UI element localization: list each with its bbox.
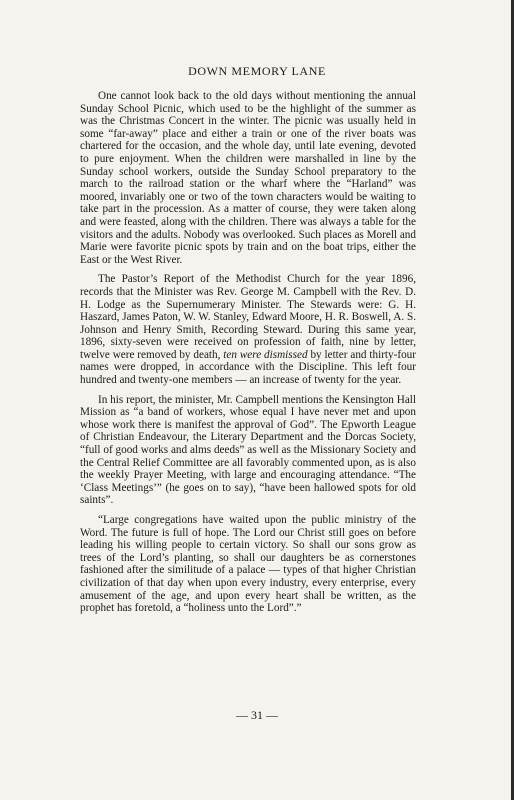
paragraph-picnic: One cannot look back to the old days without mentioning the annual Sunday School Picnic, which used to be the highlight of the summer as was the Christmas Concert in the winter. The picnic was usually held in some “far-away” place and either a train or one of the river boats was chartered for the occasion, and the whole day, until late evening, devoted to pure enjoyment. When the children were marshalled in line by the Sunday school workers, outside the Sunday School preparatory to the march to the railroad station or the wharf where the “Harland” was moored, invariably one or two of the town characters would be waiting to take part in the procession. As a matter of course, they were taken along and were feasted, along with the children. There was always a table for the visitors and the adults. Nobody was overlooked. Such places as Morell and Marie were favorite picnic spots by train and on the boat trips, either the East or the West River. (80, 90, 416, 266)
running-title: DOWN MEMORY LANE (188, 64, 326, 78)
paragraph-pastors-report (80, 273, 416, 386)
paragraph-pastors-report-part2: by letter and thirty-four names were dropped, in accordance with the Discipline. This left four hundred and twenty-one members — an increase of twenty for the year. (80, 348, 416, 387)
paragraph-quotation: “Large congregations have waited upon the public ministry of the Word. The future is full of hope. The Lord our Christ still goes on before leading his willing people to certain victory. So shall our sons grow as trees of the Lord’s planting, so shall our daughters be as cornerstones fashioned after the similitude of a palace — types of that higher Christian civilization of that day when upon every industry, every enterprise, every amusement of the age, and upon every heart shall be written, as the prophet has foretold, a “holiness unto the Lord”.” (80, 514, 416, 615)
body-text (80, 90, 416, 622)
page-number: — 31 — (236, 708, 278, 722)
paragraph-mission-report: In his report, the minister, Mr. Campbell mentions the Kensington Hall Mission as “a band of workers, whose equal I have never met and upon whose work there is manifest the approval of God”. The Epworth League of Christian Endeavour, the Literary Department and the Dorcas Society, “full of good works and alms deeds” as well as the Missionary Society and the Central Relief Committee are all favorably commented upon, as is also the weekly Prayer Meeting, with large and encouraging attendance. “The ‘Class Meetings’” (he goes on to say), “have been hallowed spots for old saints”. (80, 393, 416, 507)
paragraph-pastors-report-part1: The Pastor’s Report of the Methodist Church for the year 1896, records that the Minister was Rev. George M. Campbell with the Rev. D. H. Lodge as the Supernumerary Minister. The Stewards were: G. H. Haszard, James Paton, W. W. Stanley, Edward Moore, H. R. Boswell, A. S. Johnson and Henry Smith, Recording Steward. During this same year, 1896, sixty-seven were received on profession of faith, nine by letter, twelve were removed by death, (80, 273, 416, 361)
paragraph-pastors-report-italic: ten were dismissed (223, 348, 308, 361)
